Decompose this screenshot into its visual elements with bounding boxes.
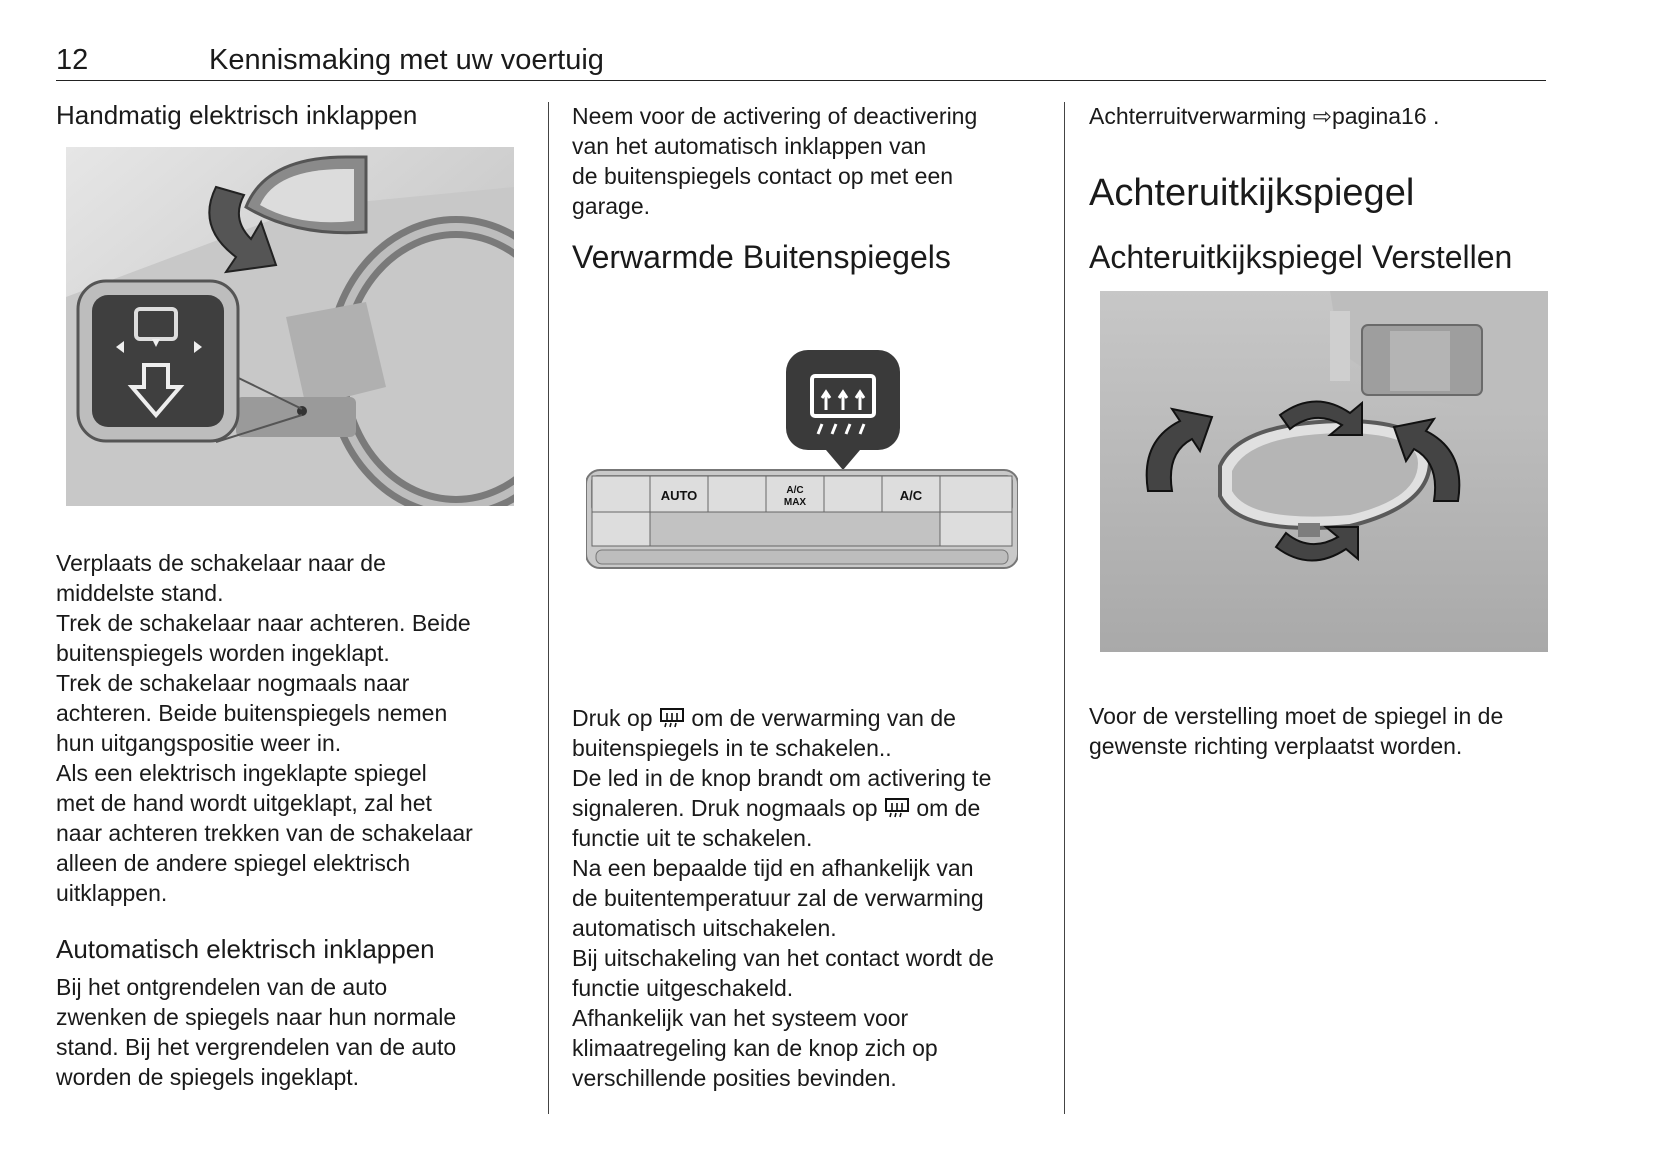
text-line: met de hand wordt uitgeklapt, zal het: [56, 790, 432, 816]
text-line: automatisch uitschakelen.: [572, 915, 837, 941]
text-line: zwenken de spiegels naar hun normale: [56, 1004, 457, 1030]
text-line: [572, 793, 1052, 823]
text-segment: om de: [909, 795, 981, 821]
panel-label-auto: AUTO: [660, 488, 698, 503]
text-line: hun uitgangspositie weer in.: [56, 730, 342, 756]
text-line: achteren. Beide buitenspiegels nemen: [56, 700, 448, 726]
mirror-adjust-instructions: [1089, 701, 1559, 761]
header-title: Kennismaking met uw voertuig: [209, 44, 604, 76]
text-line: Trek de schakelaar nogmaals naar: [56, 670, 410, 696]
section-heading-heated-mirrors: Verwarmde Buitenspiegels: [572, 239, 951, 275]
text-line: van het automatisch inklappen van: [572, 133, 927, 159]
text-line: buitenspiegels worden ingeklapt.: [56, 640, 390, 666]
text-line: Afhankelijk van het systeem voor: [572, 1005, 909, 1031]
text-line: Als een elektrisch ingeklapte spiegel: [56, 760, 427, 786]
text-line: Neem voor de activering of deactivering: [572, 103, 978, 129]
text-line: worden de spiegels ingeklapt.: [56, 1064, 360, 1090]
subsection-heading-adjust-mirror: Achteruitkijkspiegel Verstellen: [1089, 239, 1513, 275]
panel-label-ac: A/C: [899, 488, 923, 503]
text-line: Trek de schakelaar naar achteren. Beide: [56, 610, 471, 636]
text-line: klimaatregeling kan de knop zich op: [572, 1035, 938, 1061]
column-2-intro: [572, 101, 1052, 221]
section-heading-manual-fold: Handmatig elektrisch inklappen: [56, 100, 418, 130]
section-heading-auto-fold: Automatisch elektrisch inklappen: [56, 934, 435, 964]
text-line: functie uit te schakelen.: [572, 825, 813, 851]
heated-mirror-icon: [659, 707, 685, 729]
text-segment: om de verwarming van de: [684, 705, 956, 731]
text-line: stand. Bij het vergrendelen van de auto: [56, 1034, 457, 1060]
text-line: Bij uitschakeling van het contact wordt de: [572, 945, 994, 971]
text-segment: Druk op: [572, 705, 659, 731]
heated-mirrors-instructions: [572, 703, 1052, 1093]
text-line: Voor de verstelling moet de spiegel in de: [1089, 703, 1504, 729]
text-line: verschillende posities bevinden.: [572, 1065, 897, 1091]
text-line: functie uitgeschakeld.: [572, 975, 794, 1001]
column-divider: [548, 102, 549, 1114]
panel-label-acmax-bottom: MAX: [783, 497, 807, 508]
climate-panel-illustration: [586, 350, 1018, 570]
manual-fold-instructions: [56, 548, 526, 908]
column-divider: [1064, 102, 1065, 1114]
text-line: Bij het ontgrendelen van de auto: [56, 974, 388, 1000]
section-heading-rear-view-mirror: Achteruitkijkspiegel: [1089, 172, 1415, 214]
text-line: buitenspiegels in te schakelen..: [572, 735, 892, 761]
reference-page-link[interactable]: pagina16 .: [1331, 103, 1440, 129]
cross-reference: [1089, 101, 1439, 131]
text-segment: signaleren. Druk nogmaals op: [572, 795, 884, 821]
page-number: 12: [56, 44, 89, 76]
text-line: garage.: [572, 193, 651, 219]
text-line: Verplaats de schakelaar naar de: [56, 550, 386, 576]
text-line: Na een bepaalde tijd en afhankelijk van: [572, 855, 974, 881]
rear-view-mirror-illustration: [1100, 291, 1548, 652]
panel-label-acmax-top: A/C: [786, 485, 804, 496]
text-line: [572, 703, 1052, 733]
text-line: middelste stand.: [56, 580, 224, 606]
text-line: uitklappen.: [56, 880, 168, 906]
heated-mirror-icon: [884, 797, 910, 819]
text-line: naar achteren trekken van de schakelaar: [56, 820, 473, 846]
text-line: alleen de andere spiegel elektrisch: [56, 850, 411, 876]
text-line: de buitenspiegels contact op met een: [572, 163, 954, 189]
text-line: De led in de knop brandt om activering te: [572, 765, 992, 791]
arrow-icon: ⇨: [1312, 103, 1332, 129]
text-line: de buitentemperatuur zal de verwarming: [572, 885, 984, 911]
auto-fold-section: [56, 934, 526, 1092]
page-header: [56, 44, 1546, 81]
text-line: gewenste richting verplaatst worden.: [1089, 733, 1463, 759]
reference-text: Achterruitverwarming: [1089, 103, 1307, 129]
mirror-fold-switch-illustration: [66, 147, 514, 506]
column-1: [56, 100, 514, 130]
